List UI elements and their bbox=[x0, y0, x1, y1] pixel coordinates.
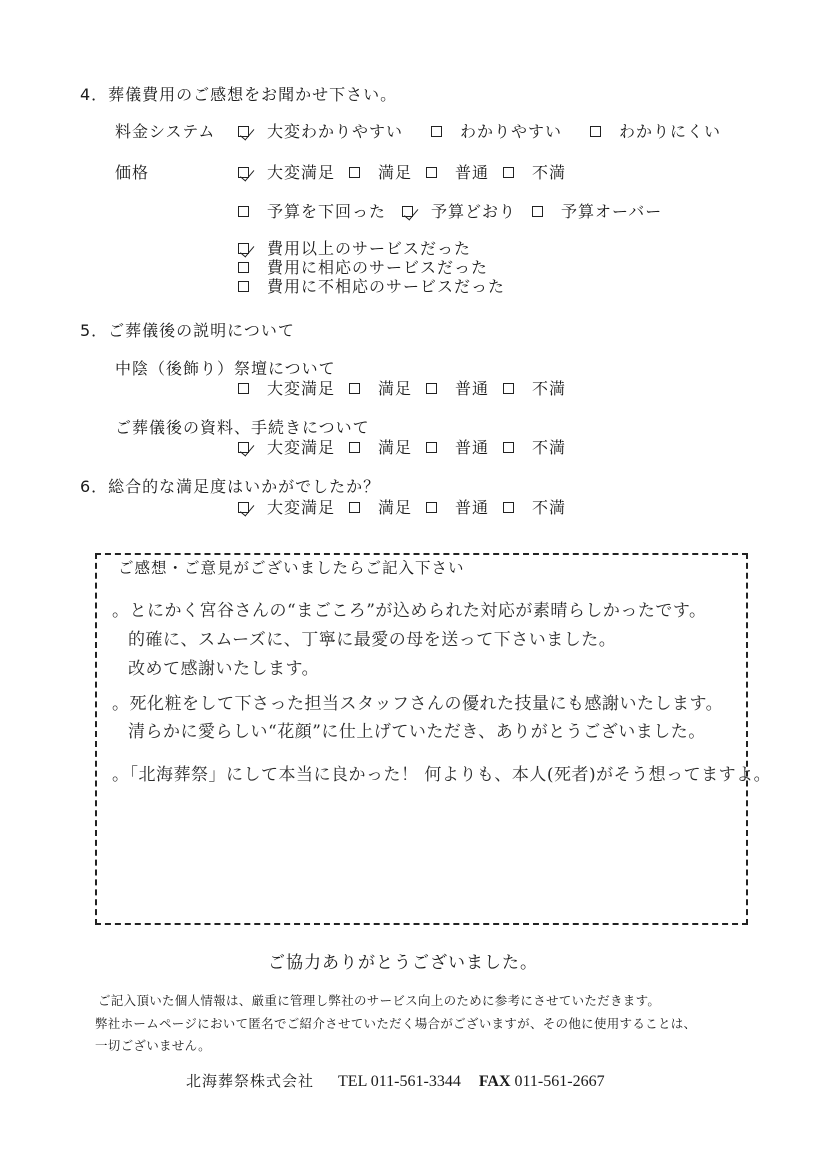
option-label: 大変満足 bbox=[267, 438, 336, 457]
checkbox-icon[interactable] bbox=[238, 206, 249, 217]
comment-line: 。「北海葬祭」にして本当に良かった！ 何よりも、本人(死者)がそう想ってますよ。 bbox=[112, 765, 772, 785]
tel-number[interactable]: 011-561-3344 bbox=[370, 1073, 461, 1090]
option-satisfied[interactable] bbox=[349, 435, 412, 458]
fax-label: FAX bbox=[478, 1073, 511, 1090]
option-below-cost[interactable] bbox=[238, 276, 505, 295]
checkbox-icon[interactable] bbox=[426, 502, 437, 513]
altar-label: 中陰（後飾り）祭壇について bbox=[115, 359, 336, 378]
checkbox-icon[interactable] bbox=[238, 383, 249, 394]
thanks-message: ご協力ありがとうございました。 bbox=[268, 953, 538, 973]
option-label: 予算オーバー bbox=[561, 202, 663, 221]
checkbox-icon[interactable] bbox=[431, 126, 442, 137]
checkbox-checked-icon[interactable] bbox=[238, 167, 249, 178]
checkbox-icon[interactable] bbox=[238, 262, 249, 273]
checkbox-checked-icon[interactable] bbox=[402, 206, 413, 217]
price-options bbox=[238, 160, 580, 183]
checkbox-checked-icon[interactable] bbox=[238, 126, 249, 137]
option-dissatisfied[interactable] bbox=[503, 160, 566, 183]
option-label: 予算を下回った bbox=[267, 202, 387, 221]
checkbox-icon[interactable] bbox=[503, 167, 514, 178]
checkbox-checked-icon[interactable] bbox=[238, 502, 249, 513]
option-label: 不満 bbox=[532, 379, 567, 398]
checkbox-icon[interactable] bbox=[503, 383, 514, 394]
privacy-note: 弊社ホームページにおいて匿名でご紹介させていただく場合がございますが、その他に使用することは、 bbox=[95, 1016, 697, 1031]
comments-heading: ご感想・ご意見がございましたらご記入下さい bbox=[118, 559, 465, 577]
checkbox-icon[interactable] bbox=[426, 442, 437, 453]
checkbox-icon[interactable] bbox=[238, 281, 249, 292]
company-footer bbox=[186, 1070, 605, 1091]
company-name: 北海葬祭株式会社 bbox=[186, 1072, 315, 1090]
budget-options bbox=[238, 199, 676, 222]
option-label: 大変満足 bbox=[267, 498, 336, 517]
option-label: 不満 bbox=[532, 498, 567, 517]
checkbox-icon[interactable] bbox=[503, 502, 514, 513]
question-5-title: 5．ご葬儀後の説明について bbox=[80, 321, 295, 340]
option-satisfied[interactable] bbox=[349, 376, 412, 399]
comment-line: 的確に、スムーズに、丁寧に最愛の母を送って下さいました。 bbox=[128, 630, 617, 650]
tel-label: TEL bbox=[338, 1073, 367, 1090]
option-very-satisfied[interactable] bbox=[238, 495, 335, 518]
option-label: 普通 bbox=[455, 379, 490, 398]
option-unclear[interactable] bbox=[590, 119, 721, 142]
checkbox-checked-icon[interactable] bbox=[238, 442, 249, 453]
option-dissatisfied[interactable] bbox=[503, 376, 566, 399]
option-label: 普通 bbox=[455, 438, 490, 457]
checkbox-icon[interactable] bbox=[349, 442, 360, 453]
privacy-note: ご記入頂いた個人情報は、厳重に管理し弊社のサービス向上のために参考にさせていただきます。 bbox=[98, 993, 661, 1008]
option-average[interactable] bbox=[426, 495, 489, 518]
option-very-clear[interactable] bbox=[238, 119, 403, 142]
fee-system-label: 料金システム bbox=[115, 122, 216, 141]
option-average[interactable] bbox=[426, 376, 489, 399]
option-label: 不満 bbox=[532, 438, 567, 457]
option-label: わかりやすい bbox=[460, 122, 563, 141]
checkbox-icon[interactable] bbox=[590, 126, 601, 137]
option-label: 満足 bbox=[378, 379, 413, 398]
option-satisfied[interactable] bbox=[349, 160, 412, 183]
privacy-note: 一切ございません。 bbox=[95, 1038, 211, 1053]
fax-number: 011-561-2667 bbox=[514, 1073, 605, 1090]
option-very-satisfied[interactable] bbox=[238, 376, 335, 399]
procedures-options bbox=[238, 435, 580, 458]
option-label: 費用に相応のサービスだった bbox=[267, 258, 489, 277]
option-very-satisfied[interactable] bbox=[238, 160, 335, 183]
checkbox-icon[interactable] bbox=[503, 442, 514, 453]
option-on-budget[interactable] bbox=[402, 199, 516, 222]
option-label: 不満 bbox=[532, 163, 567, 182]
option-dissatisfied[interactable] bbox=[503, 435, 566, 458]
comment-line: 清らかに愛らしい“花顔”に仕上げていただき、ありがとうございました。 bbox=[128, 722, 706, 742]
option-label: 普通 bbox=[455, 498, 490, 517]
checkbox-icon[interactable] bbox=[532, 206, 543, 217]
option-under-budget[interactable] bbox=[238, 199, 386, 222]
option-clear[interactable] bbox=[431, 119, 562, 142]
option-satisfied[interactable] bbox=[349, 495, 412, 518]
value-options bbox=[238, 238, 505, 295]
checkbox-icon[interactable] bbox=[426, 167, 437, 178]
option-label: 費用に不相応のサービスだった bbox=[267, 277, 506, 296]
checkbox-icon[interactable] bbox=[349, 167, 360, 178]
comment-line: 。とにかく宮谷さんの“まごころ”が込められた対応が素晴らしかったです。 bbox=[112, 601, 707, 621]
option-over-budget[interactable] bbox=[532, 199, 662, 222]
checkbox-icon[interactable] bbox=[426, 383, 437, 394]
question-4-title: 4．葬儀費用のご感想をお聞かせ下さい。 bbox=[80, 85, 398, 104]
option-label: 予算どおり bbox=[431, 202, 517, 221]
option-label: 大変わかりやすい bbox=[267, 122, 404, 141]
price-label: 価格 bbox=[115, 163, 150, 182]
comment-line: 改めて感謝いたします。 bbox=[128, 659, 320, 679]
procedures-label: ご葬儀後の資料、手続きについて bbox=[115, 418, 370, 437]
checkbox-icon[interactable] bbox=[349, 383, 360, 394]
option-label: 満足 bbox=[378, 498, 413, 517]
checkbox-checked-icon[interactable] bbox=[238, 243, 249, 254]
option-label: 満足 bbox=[378, 438, 413, 457]
option-label: 満足 bbox=[378, 163, 413, 182]
comment-line: 。死化粧をして下さった担当スタッフさんの優れた技量にも感謝いたします。 bbox=[112, 694, 724, 714]
option-label: 大変満足 bbox=[267, 379, 336, 398]
option-label: 普通 bbox=[455, 163, 490, 182]
question-6-title: 6．総合的な満足度はいかがでしたか？ bbox=[80, 477, 381, 496]
option-label: 費用以上のサービスだった bbox=[267, 239, 472, 258]
option-label: 大変満足 bbox=[267, 163, 336, 182]
overall-options bbox=[238, 495, 580, 518]
option-label: わかりにくい bbox=[619, 122, 722, 141]
checkbox-icon[interactable] bbox=[349, 502, 360, 513]
option-dissatisfied[interactable] bbox=[503, 495, 566, 518]
option-very-satisfied[interactable] bbox=[238, 435, 335, 458]
option-average[interactable] bbox=[426, 435, 489, 458]
altar-options bbox=[238, 376, 580, 399]
fee-system-options bbox=[238, 119, 735, 142]
option-average[interactable] bbox=[426, 160, 489, 183]
